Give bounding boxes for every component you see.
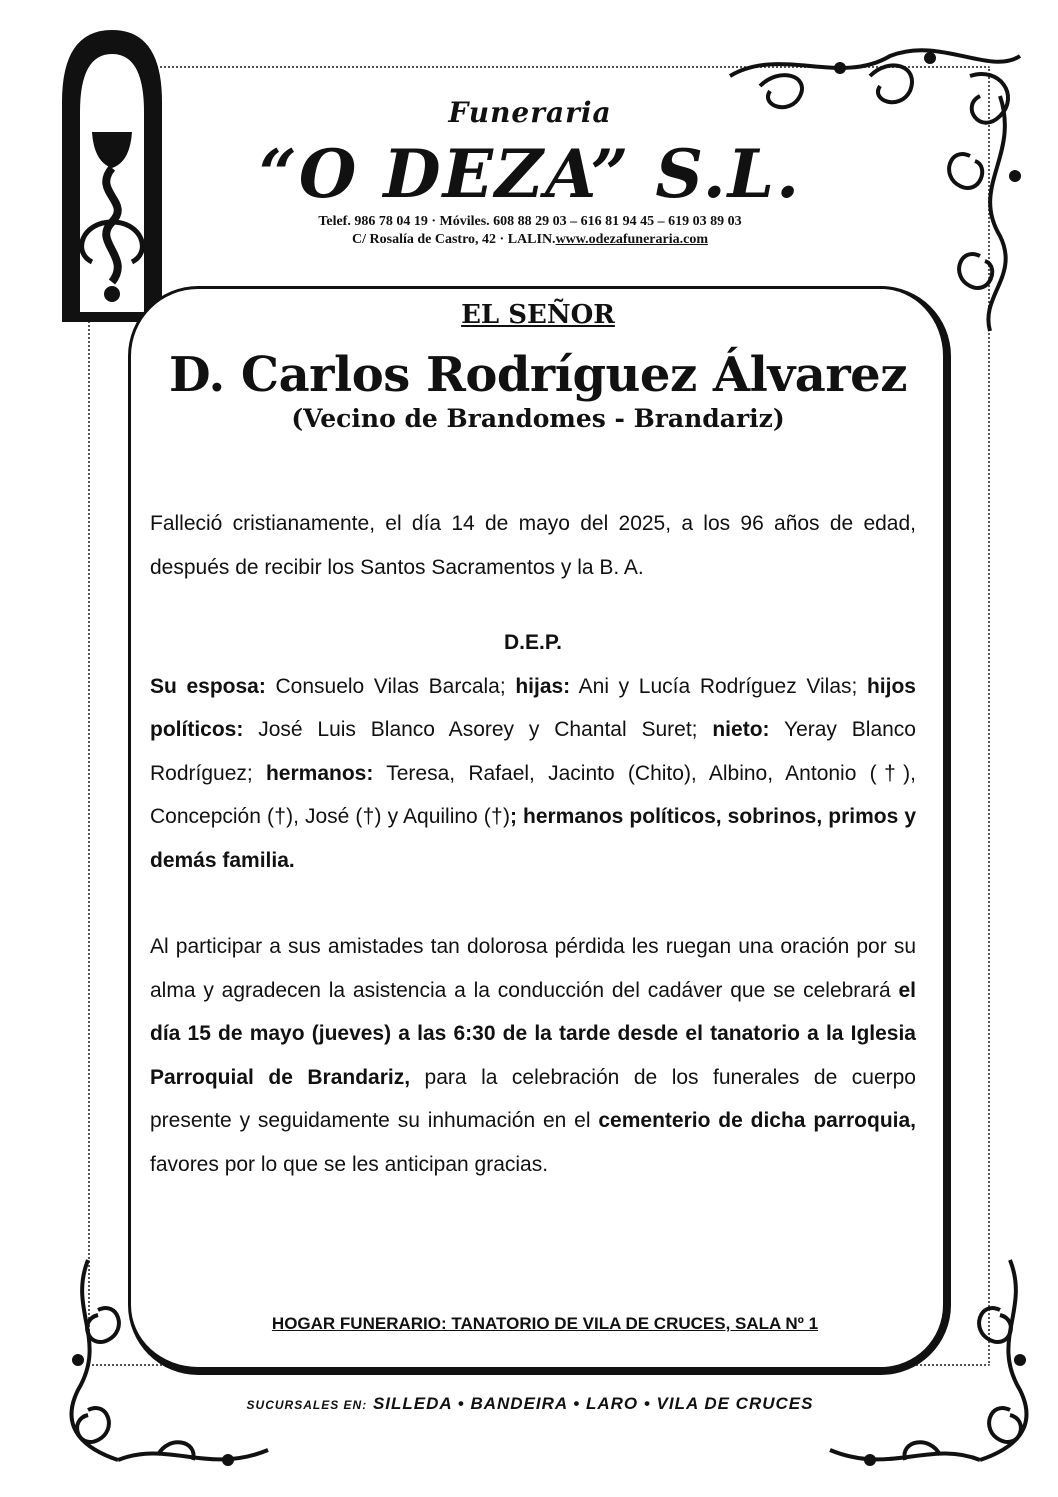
hermanos: Teresa, Rafael, Jacinto (Chito), Albino, Antonio (†), Concepción (†), José (†) y Aquilino (†) xyxy=(150,761,916,828)
notice-body xyxy=(150,502,916,1186)
esposa-label: Su esposa: xyxy=(150,674,266,698)
sucursales-label: SUCURSALES EN: xyxy=(246,1398,368,1412)
ceremony-part3: para la celebración de los funerales de cuerpo presente y seguidamente su inhumación en el xyxy=(150,1065,916,1132)
ceremony-paragraph xyxy=(150,925,916,1186)
arch-ornament xyxy=(52,22,172,332)
dep-heading: D.E.P. xyxy=(504,631,562,654)
ceremony-part5: favores por lo que se les anticipan gracias. xyxy=(150,1152,549,1176)
paragraph-gap xyxy=(150,882,916,925)
funeraria-label: Funeraria xyxy=(448,96,612,129)
hijos-politicos-label: hijos políticos: xyxy=(150,674,916,741)
company-name: “O DEZA” S.L. xyxy=(258,135,802,213)
cemetery: cementerio de dicha parroquia, xyxy=(598,1109,916,1132)
deceased-name: D. Carlos Rodríguez Álvarez xyxy=(169,347,907,403)
branches-list: SILLEDA • BANDEIRA • LARO • VILA DE CRUCES xyxy=(372,1394,814,1413)
website-link[interactable]: www.odezafuneraria.com xyxy=(555,232,708,247)
ceremony-datetime: el día 15 de mayo (jueves) a las 6:30 de la tarde desde el tanatorio a la Iglesia Parroquial de Brandariz, xyxy=(150,978,916,1089)
family-closing: ; hermanos políticos, sobrinos, primos y demás familia. xyxy=(150,805,916,872)
family-paragraph xyxy=(150,665,916,883)
contact-phones: Telef. 986 78 04 19 · Móviles. 608 88 29 03 – 616 81 94 45 – 619 03 89 03 xyxy=(318,214,742,229)
hijos-politicos: José Luis Blanco Asorey y Chantal Suret; xyxy=(243,718,713,741)
nieto: Yeray Blanco Rodríguez; xyxy=(150,718,916,785)
death-paragraph: Falleció cristianamente, el día 14 de mayo del 2025, a los 96 años de edad, después de recibir los Santos Sacramentos y la B. A. xyxy=(150,512,916,579)
hijas-label: hijas: xyxy=(515,674,571,698)
contact-address-line xyxy=(160,231,900,249)
notice-title xyxy=(128,300,948,433)
hermanos-label: hermanos: xyxy=(265,761,374,785)
funeral-home-header xyxy=(160,96,900,249)
ceremony-part1: Al participar a sus amistades tan dolorosa pérdida les ruegan una oración por su alma y agradecen la asistencia a la conducción del cadáver que se celebrará xyxy=(150,935,916,1002)
branches-footer xyxy=(160,1394,900,1414)
residence: (Vecino de Brandomes - Brandariz) xyxy=(291,404,785,433)
esposa: Consuelo Vilas Barcala; xyxy=(265,674,516,698)
hogar-funerario: HOGAR FUNERARIO: TANATORIO DE VILA DE CRUCES, SALA Nº 1 xyxy=(271,1314,819,1333)
nieto-label: nieto: xyxy=(712,718,770,741)
hijas: Ani y Lucía Rodríguez Vilas; xyxy=(570,674,867,698)
honorific: EL SEÑOR xyxy=(461,300,615,330)
contact-address: C/ Rosalía de Castro, 42 · LALIN. xyxy=(352,232,556,247)
